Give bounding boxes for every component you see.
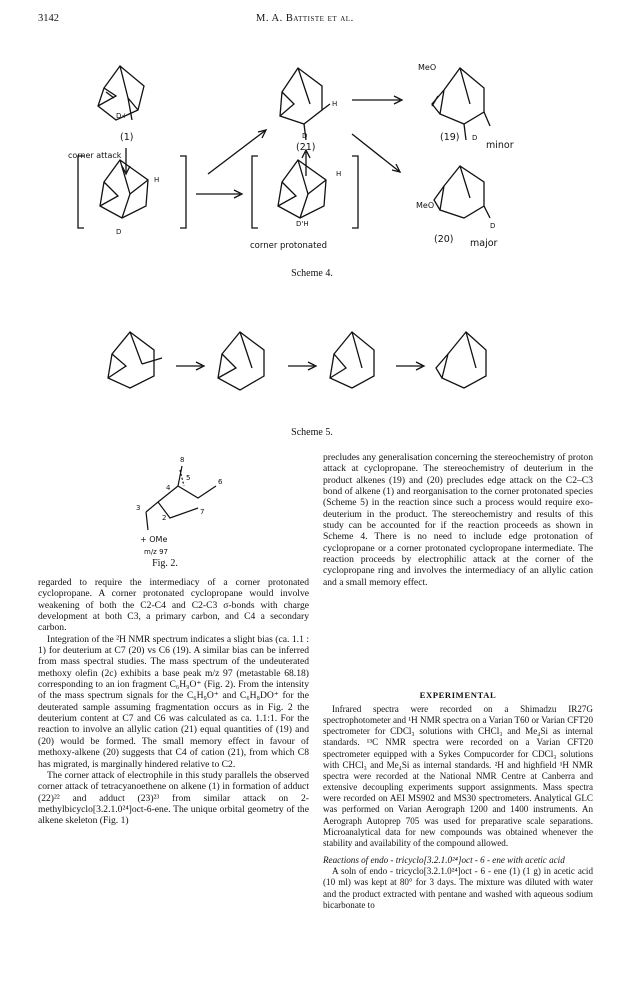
svg-text:8: 8 <box>180 456 185 464</box>
label-corner-attack: corner attack <box>68 151 122 160</box>
svg-text:D: D <box>490 222 496 230</box>
scheme-5-caption: Scheme 5. <box>291 427 333 438</box>
svg-text:3: 3 <box>136 504 141 512</box>
svg-text:m/z 97: m/z 97 <box>144 548 168 556</box>
bracket-right <box>252 156 358 228</box>
left-paragraph-1: regarded to require the intermediacy of a corner protonated cyclopropane. A corner protonated cyclopropane would involve weakening of both the C2-C4 and C2-C3 σ-bonds with charge development at both C3, a primary carbon, and C4 a secondary carbon. <box>38 577 309 634</box>
svg-text:2: 2 <box>162 514 167 522</box>
structure-21 <box>280 68 330 140</box>
svg-text:H: H <box>154 176 160 184</box>
svg-text:5: 5 <box>186 474 191 482</box>
svg-text:+ OMe: + OMe <box>140 535 168 544</box>
left-paragraph-3: The corner attack of electrophile in this study parallels the observed corner attack of tetracyanoethene on alkene (1) in formation of adduct (22)²² and adduct (23)²³ from similar attack on 2-methylbicyclo[3.2.1.0²⁴]oct-6-ene. The unique orbital geometry of the alkene skeleton (Fig. 1) <box>38 769 309 827</box>
svg-text:D'H: D'H <box>296 220 309 228</box>
left-column <box>38 577 309 827</box>
figure-2-caption: Fig. 2. <box>152 558 178 569</box>
experimental-paragraph: Infrared spectra were recorded on a Shimadzu IR27G spectrophotometer and ¹H NMR spectra on a Varian T60 or Varian CFT20 spectrometer for CDCl₃ solutions with CHCl₃ and Me₄Si as internal standards. ¹³C NMR spectra were recorded on a Varian CFT20 spectrometer equipped with a Sykes Compucorder for CDCl₃ solutions with CHCl₃ and Me₄Si as internal standards. ²H and highfield ¹H NMR spectra were recorded at the National NMR Centre at Canberra and extensive decoupling experiments support assignments. Mass spectra were recorded on AEI MS902 and MS30 spectrometers. Analytical GLC was performed on Varian Aerograph 1200 and 1400 instruments. An Aerograph Autoprep 705 was used for preparative scale separations. Microanalytical data for new compounds was obtained whenever the stability and availability of the compound allowed. <box>323 704 593 848</box>
svg-text:(20): (20) <box>434 234 454 245</box>
label-1: (1) <box>120 132 134 143</box>
label-corner-protonated: corner protonated <box>250 241 328 251</box>
scheme-4-diagram <box>60 48 560 258</box>
svg-text:D: D <box>472 134 478 142</box>
section-title: EXPERIMENTAL <box>419 690 497 700</box>
svg-text:H: H <box>332 100 338 108</box>
label-minor: minor <box>486 140 514 151</box>
scheme-5-diagram <box>90 318 540 413</box>
svg-text:(19): (19) <box>440 132 460 143</box>
running-head: M. A. Battiste et al. <box>256 13 354 24</box>
svg-text:MeO: MeO <box>416 201 435 210</box>
structure-19 <box>432 68 490 140</box>
svg-text:MeO: MeO <box>418 63 437 72</box>
experimental-section <box>323 704 593 911</box>
right-paragraph-1: precludes any generalisation concerning the stereochemistry of proton attack at cyclopropane. The stereochemistry of deuterium in the product alkenes (19) and (20) precludes edge attack on the C2–C3 bond of alkene (1) and reorganisation to the corner protonated species (Scheme 5) in the reaction since such a process would require exo-deuterium in the product. The stereochemistry and results of this study can be accounted for if the reaction proceeds as shown in Scheme 4. There is no need to include edge protonation of cyclopropane or a corner protonated cyclopropane intermediate. The reaction proceeds by electrophilic attack at the corner of the cyclopropane ring and involves the intermediacy of an allylic cation and a small memory effect. <box>323 452 593 588</box>
svg-text:6: 6 <box>218 478 223 486</box>
structure-20 <box>434 166 490 218</box>
left-paragraph-2: Integration of the ²H NMR spectrum indicates a slight bias (ca. 1.1 : 1) for deuterium at C7 (20) vs C6 (19). A similar bias can be inferred from mass spectral studies. The mass spectrum of the undeuterated methoxy olefin (2c) exhibits a base peak m/z 97 (metastable 68.18) corresponding to an ion fragment C₆H₉O⁺ (Fig. 2). From the intensity of the mass spectrum signals for the C₆H₉O⁺ and C₆H₈DO⁺ for the deuterated sample assuming fragmentation occurs as in Fig. 2 the deuterium content at C7 and C6 was calculated as ca. 1.1:1. For the reaction to involve an allylic cation (21) equal quantities of (19) and (20) would be formed. The small memory effect in favour of methoxy-alkene (20) suggests that C4 of cation (21), from which C8 has migrated, is marginally hindered relative to C2. <box>38 633 309 770</box>
right-column-top <box>323 452 593 588</box>
subheading-reactions: Reactions of endo - tricyclo[3.2.1.0²⁴]oct - 6 - ene with acetic acid <box>323 855 565 866</box>
svg-text:D+: D+ <box>116 112 128 120</box>
svg-text:D: D <box>302 132 308 140</box>
svg-text:7: 7 <box>200 508 205 516</box>
procedure-paragraph: A soln of endo - tricyclo[3.2.1.0²⁴]oct - 6 - ene (1) (1 g) in acetic acid (10 ml) was kept at 80° for 3 days. The mixture was diluted with water and the product extracted with pentane and washed with aqueous sodium bicarbonate to <box>323 866 593 910</box>
figure-2-diagram <box>118 452 258 562</box>
scheme-4-caption: Scheme 4. <box>291 268 333 279</box>
svg-text:D: D <box>116 228 122 236</box>
svg-text:(21): (21) <box>296 142 316 153</box>
svg-text:4: 4 <box>166 484 171 492</box>
label-major: major <box>470 238 498 249</box>
svg-text:H: H <box>336 170 342 178</box>
bracket-left <box>78 156 186 228</box>
page-number: 3142 <box>38 13 59 24</box>
